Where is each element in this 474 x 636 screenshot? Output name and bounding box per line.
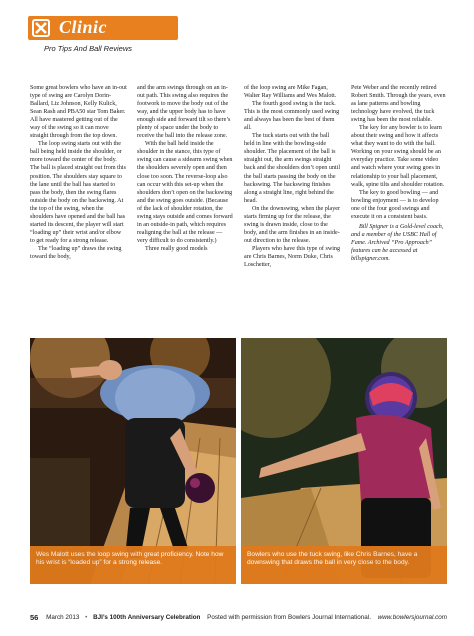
- article-body: [30, 84, 446, 336]
- paragraph: The tuck starts out with the ball held in line with the bowling-side shoulder. The placement of the ball is straight out, the arm swings straight back and the shoulders don’t open until the ball starts passing the body on the backswing. The backswing finishes along a straight line, right behind the head.: [244, 133, 341, 204]
- photo-caption: Wes Malott uses the loop swing with great proficiency. Note how his wrist is “loaded up” for a strong release.: [30, 546, 236, 584]
- author-bio: Bill Spigner is a Gold-level coach, and a member of the USBC Hall of Fame. Archived “Pro Approach” features can be accessed at billspigner.com.: [351, 223, 444, 262]
- paragraph: Three really good models: [145, 245, 208, 252]
- footer-separator: •: [85, 614, 88, 621]
- website-link[interactable]: www.bowlersjournal.com: [377, 614, 447, 621]
- section-subtitle: Pro Tips And Ball Reviews: [44, 44, 133, 53]
- article-column-2: [137, 84, 234, 336]
- paragraph: Players who have this type of swing are Chris Barnes, Norm Duke, Chris Loschetter,: [244, 245, 341, 269]
- page-number: 56: [30, 613, 39, 622]
- paragraph: Pete Weber and the recently retired Robert Smith. Through the years, even as lane patterns and bowling technology have evolved, the tuck swing has been the most reliable.: [351, 85, 446, 124]
- paragraph: The loop swing starts out with the ball being held inside the shoulder, or more toward the center of the body. The ball is placed straight out from this position. The shoulders stay square to the lane until the ball has started to pass the body, then the swing flares outside the body on the backswing. At the top of the swing, when the shoulders have opened and the ball has started its descent, the player will start “loading up” their wrist and/or elbow to get ready for a strong release.: [30, 141, 126, 244]
- paragraph: of the loop swing are Mike Fagan, Walter Ray Williams and Wes Malott.: [244, 85, 337, 100]
- section-title: Clinic: [59, 17, 108, 37]
- paragraph: Some great bowlers who have an in-out type of swing are Carolyn Dorin-Ballard, Liz Johnson, Kelly Kulick, Sean Rash and PBA50 star Tom Baker. All have mastered getting out of the way of the swing so it can move straight through from the top down.: [30, 85, 127, 140]
- photo-loop-swing: [30, 338, 236, 584]
- paragraph: On the downswing, when the player starts firming up for the release, the swing is drawn inside, close to the body, and the arm finishes in an inside-out direction to the release.: [244, 205, 341, 244]
- paragraph: The fourth good swing is the tuck. This is the most commonly used swing and always has been the best of them all.: [244, 101, 340, 132]
- article-column-1: [30, 84, 127, 336]
- paragraph: The “loading up” draws the swing toward the body,: [30, 245, 122, 260]
- article-column-4: [351, 84, 448, 336]
- page-footer: [30, 612, 446, 624]
- paragraph: and the arm swings through on an in-out path. This swing also requires the footwork to move the body out of the way, and the upper body has to have enough side and forward tilt so there’s plenty of space under the body to receive the ball into the release zone.: [137, 85, 231, 140]
- paragraph: The key for any bowler is to learn about their swing and how it affects what they want to do with the ball. Working on your swing should be an everyday practice. Take some video and watch where your swing goes in relationship to your ball placement, walk, spine tilts and shoulder rotation.: [351, 125, 445, 188]
- permission-note: Posted with permission from Bowlers Journal International.: [207, 614, 371, 621]
- clinic-logo-icon: [32, 19, 50, 37]
- paragraph: The key to good bowling — and bowling enjoyment — is to develop one of the four good swings and execute it on a consistent basis.: [351, 189, 439, 220]
- paragraph: With the ball held inside the shoulder in the stance, this type of swing can cause a sidearm swing when the shoulders severely open and then close too soon. The reverse-loop also can occur with this set-up when the shoulders don’t open on the backswing and the swing goes outside. (Because of the lack of shoulder rotation, the swing stays outside and comes forward in an outside-in path, which requires realigning the ball at the release — very difficult to do consistently.): [137, 141, 233, 244]
- section-header-badge: [28, 16, 178, 40]
- publication-title: BJI’s 100th Anniversary Celebration: [93, 614, 201, 621]
- article-column-3: [244, 84, 341, 336]
- photo-caption: Bowlers who use the tuck swing, like Chris Barnes, have a downswing that draws the ball in very close to the body.: [241, 546, 447, 584]
- issue-date: March 2013: [46, 614, 80, 621]
- photo-tuck-swing: [241, 338, 447, 584]
